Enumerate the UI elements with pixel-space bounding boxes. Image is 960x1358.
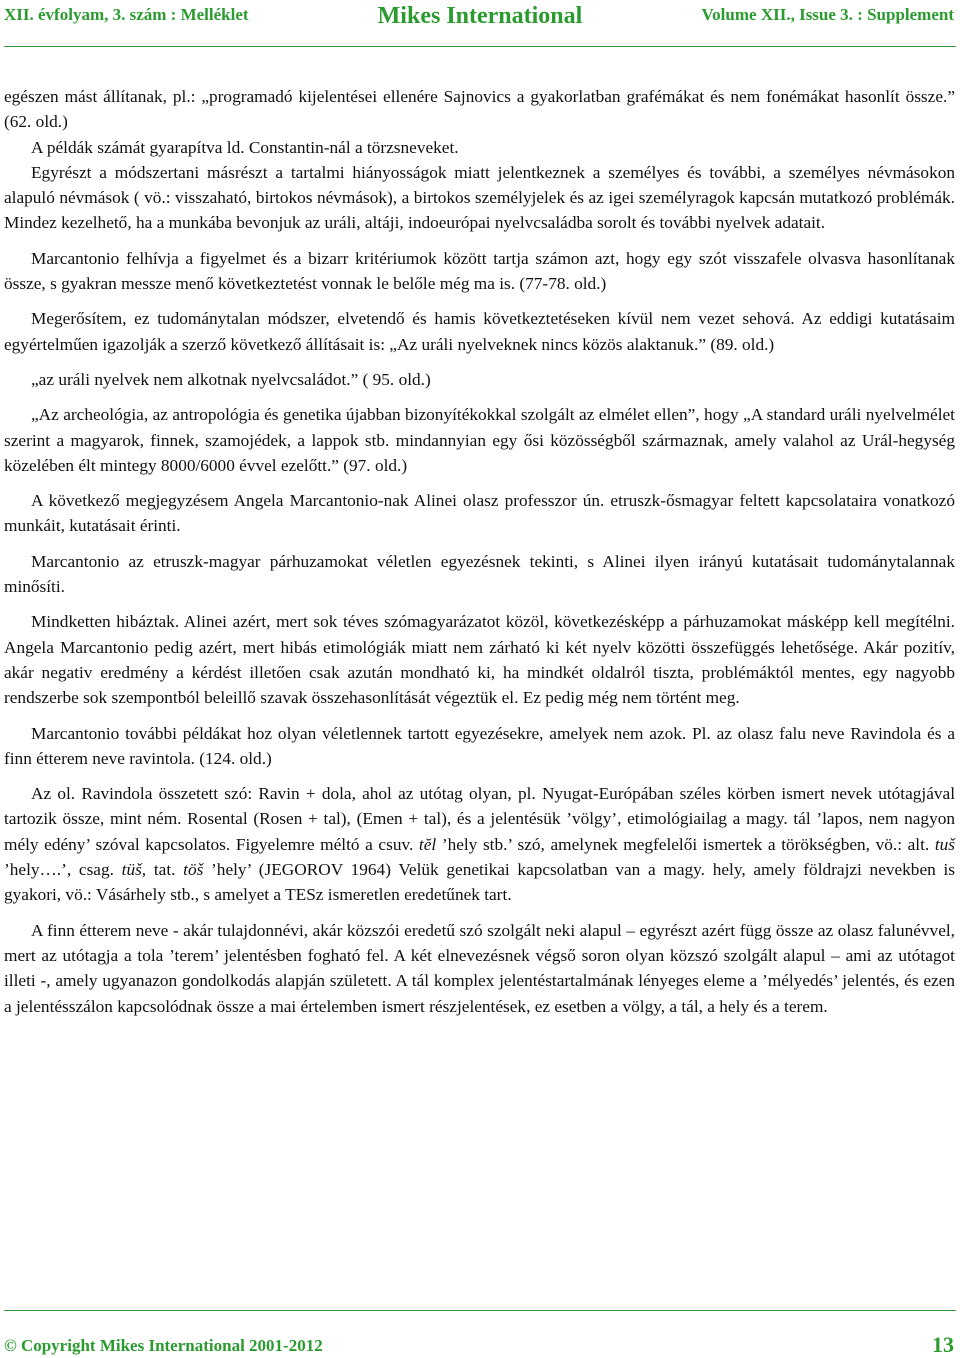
article-body: [4, 84, 955, 1029]
header-title: Mikes International: [377, 3, 583, 29]
italic-word: tĕl: [418, 834, 437, 854]
text-run: Az ol. Ravindola összetett szó: Ravin + dola, ahol az utótag olyan, pl. Nyugat-Európában széles körben ismert nevek utótagjával tartozik össze, mint ném. Rosental (Rosen + tal), (Emen + tal), és a jelentésük ’völgy’, etimológiailag a magy. tál ’lapos, nem nagyon mély edény’ szóval kapcsolatos. Figyelemre méltó a csuv.: [4, 784, 955, 854]
header-volume-en: Volume XII., Issue 3. : Supplement: [701, 5, 954, 24]
text-run: ’hely….’, csag.: [4, 860, 122, 880]
quote-paragraph: „az uráli nyelvek nem alkotnak nyelvcsaládot.” ( 95. old.): [31, 369, 431, 389]
paragraph: Marcantonio az etruszk-magyar párhuzamokat véletlen egyezésnek tekinti, s Alinei ilyen irányú kutatásait tudománytalannak minősíti.: [4, 551, 955, 597]
paragraph: egészen mást állítanak, pl.: „programadó kijelentései ellenére Sajnovics a gyakorlatban grafémákat és nem fonémákat hasonlít össze.” (62. old.): [4, 87, 955, 132]
italic-word: tuš: [934, 834, 955, 854]
italic-word: tüš,: [121, 860, 147, 880]
copyright-notice: © Copyright Mikes International 2001-2012: [4, 1336, 323, 1355]
quote-paragraph: „Az archeológia, az antropológia és genetika újabban bizonyítékokkal szolgált az elmélet ellen”, hogy „A standard uráli nyelvelmélet szerint a magyarok, finnek, szamojédek, a lappok stb. mindannyian egy ősi közösségből származnak, amely valahol az Urál-hegység közelében élt mintegy 8000/6000 évvel ezelőtt.” (97. old.): [4, 405, 955, 475]
header-divider: [4, 46, 956, 47]
text-run: tat.: [146, 860, 184, 880]
header-volume-hu: XII. évfolyam, 3. szám : Melléklet: [4, 5, 249, 24]
footer-divider: [4, 1310, 956, 1311]
paragraph: A példák számát gyarapítva ld. Constantin-nál a törzsneveket.: [31, 137, 459, 157]
italic-word: töš: [183, 860, 204, 880]
text-run: ’hely stb.’ szó, amelynek megfelelői ismertek a törökségben, vö.: alt.: [436, 834, 935, 854]
page-header: [0, 0, 960, 40]
paragraph: Marcantonio további példákat hoz olyan véletlennek tartott egyezésekre, amelyek nem azok. Pl. az olasz falu neve Ravindola és a finn étterem neve ravintola. (124. old.): [4, 723, 955, 768]
paragraph: Mindketten hibáztak. Alinei azért, mert sok téves szómagyarázatot közöl, következésképp a párhuzamokat másképp kell megítélni. Angela Marcantonio pedig azért, mert hibás etimológiák miatt nem zárható ki két nyelv közötti összefüggés lehetősége. Akár pozitív, akár negativ eredmény a kérdést illetően csak azután mondható ki, ha mindkét oldalról tiszta, problémáktól mentes, egy nagyobb rendszerbe sok szempontból beleillő szavak összehasonlítását végeztük el. Ez pedig még nem történt meg.: [4, 612, 955, 708]
page-footer: [0, 1322, 960, 1357]
paragraph: Egyrészt a módszertani másrészt a tartalmi hiányosságok miatt jelentkeznek a személyes és további, a személyes névmásokon alapuló névmások ( vö.: visszaható, birtokos névmások), a birtokos személyjelek és az igei személyragok kapcsán mutatkozó problémák. Mindez kezelhető, ha a munkába bevonjuk az uráli, altáji, indoeurópai nyelvcsaládba sorolt és további nyelvek adatait.: [4, 162, 955, 233]
paragraph: A finn étterem neve - akár tulajdonnévi, akár közszói eredetű szó szolgált neki alapul – egyrészt azért függ össze az olasz falunévvel, mert az utótagja a tola ’terem’ jelentésben fogható fel. A két elnevezésnek végső soron olyan közszó szolgált alapul – ami az utótagot illeti -, amely ugyanazon gondolkodás alapján született. A tál komplex jelentéstartalmának lényeges eleme a ’mélyedés’ jelentés, és ezen a jelentésszálon kapcsolódnak össze a mai értelemben ismert részjelentések, ez esetben a völgy, a tál, a hely és a terem.: [4, 920, 955, 1016]
page-number: 13: [932, 1332, 954, 1357]
paragraph: Megerősítem, ez tudománytalan módszer, elvetendő és hamis következtetéseken kívül nem vezet sehová. Az eddigi kutatásaim egyértelműen igazolják a szerző következő állításait is: „Az uráli nyelveknek nincs közös alaktanuk.” (89. old.): [4, 309, 955, 354]
paragraph: Marcantonio felhívja a figyelmet és a bizarr kritériumok között tartja számon azt, hogy egy szót visszafele olvasva hasonlítanak össze, s gyakran messze menő következtetést vonnak le belőle még ma is. (77-78. old.): [4, 248, 955, 294]
text-run: ’hely’ (JEGOROV 1964) Velük genetikai kapcsolatban van a magy. hely, amely földrajzi nevekben is gyakori, vö.: Vásárhely stb., s amelyet a TESz ismeretlen eredetűnek tart.: [4, 860, 956, 905]
paragraph-etymology: [4, 781, 955, 907]
paragraph: A következő megjegyzésem Angela Marcantonio-nak Alinei olasz professzor ún. etruszk-ősmagyar feltett kapcsolataira vonatkozó munkáit, kutatásait érinti.: [4, 491, 955, 536]
